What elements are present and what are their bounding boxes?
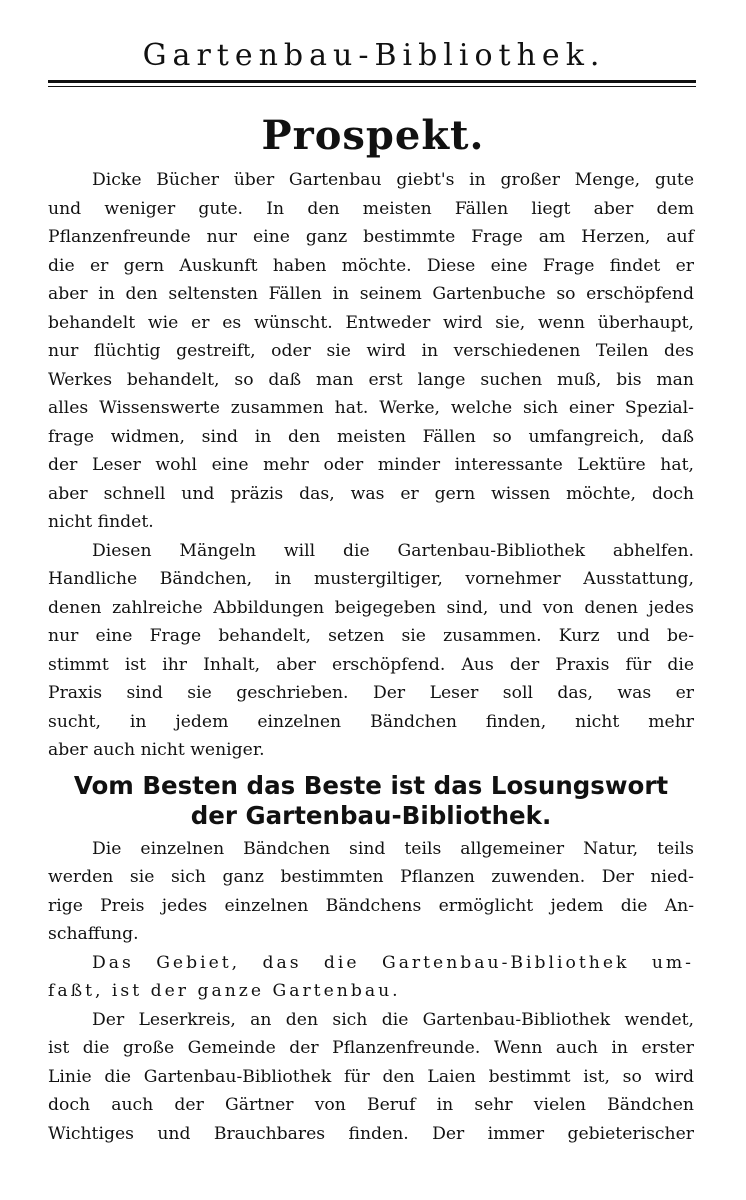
text-line: rige Preis jedes einzelnen Bändchens ermöglicht jedem die An- [48,895,694,916]
text-line: nicht findet. [48,512,154,532]
text-line: aber schnell und präzis das, was er gern wissen möchte, doch [48,483,694,504]
text-line: alles Wissenswerte zusammen hat. Werke, welche sich einer Spezial- [48,398,694,418]
text-line: Das Gebiet, das die Gartenbau-Bibliothek um- [92,952,694,973]
text-line: faßt, ist der ganze Gartenbau. [48,981,401,1001]
running-head: Gartenbau-Bibliothek. [142,38,606,73]
paragraph-4 [48,949,694,1006]
paragraph-1 [48,166,694,537]
text-line: denen zahlreiche Abbildungen beigegeben sind, und von denen jedes [48,597,694,618]
page-title: Prospekt. [261,112,485,159]
text-line: Werkes behandelt, so daß man erst lange suchen muß, bis man [48,369,694,390]
motto-line: der Gartenbau-Bibliothek. [190,800,552,830]
text-line: frage widmen, sind in den meisten Fällen so umfangreich, daß [48,426,694,447]
text-line: Dicke Bücher über Gartenbau giebt's in großer Menge, gute [92,170,694,190]
text-line: und weniger gute. In den meisten Fällen liegt aber dem [48,198,694,219]
header-rule-thick [48,80,696,83]
text-line: Die einzelnen Bändchen sind teils allgemeiner Natur, teils [92,838,694,859]
text-line: werden sie sich ganz bestimmten Pflanzen zuwenden. Der nied- [48,867,694,887]
text-line: sucht, in jedem einzelnen Bändchen finden, nicht mehr [48,711,694,732]
text-line: Handliche Bändchen, in mustergiltiger, vornehmer Ausstattung, [48,569,694,589]
paragraph-5 [48,1006,694,1149]
text-line: die er gern Auskunft haben möchte. Diese eine Frage findet er [48,255,694,276]
text-line: nur eine Frage behandelt, setzen sie zusammen. Kurz und be- [48,626,694,646]
text-line: Diesen Mängeln will die Gartenbau-Bibliothek abhelfen. [92,540,694,561]
text-line: Praxis sind sie geschrieben. Der Leser soll das, was er [48,683,694,703]
text-line: nur flüchtig gestreift, oder sie wird in verschiedenen Teilen des [48,341,694,361]
text-line: aber in den seltensten Fällen in seinem Gartenbuche so erschöpfend [48,284,694,304]
text-line: Pflanzenfreunde nur eine ganz bestimmte Frage am Herzen, auf [48,227,694,247]
text-line: Der Leserkreis, an den sich die Gartenbau-Bibliothek wendet, [92,1009,694,1030]
text-line: stimmt ist ihr Inhalt, aber erschöpfend. Aus der Praxis für die [48,654,694,675]
text-line: Linie die Gartenbau-Bibliothek für den Laien bestimmt ist, so wird [48,1066,694,1087]
text-line: doch auch der Gärtner von Beruf in sehr vielen Bändchen [48,1095,694,1115]
text-line: ist die große Gemeinde der Pflanzenfreunde. Wenn auch in erster [48,1038,694,1058]
text-line: der Leser wohl eine mehr oder minder interessante Lektüre hat, [48,455,694,475]
motto-heading [48,771,694,831]
body-text [48,166,694,1148]
text-line: aber auch nicht weniger. [48,740,265,760]
text-line: schaffung. [48,924,139,944]
header-rule-thin [48,86,696,87]
paragraph-3 [48,835,694,949]
motto-line: Vom Besten das Beste ist das Losungswort [73,770,669,800]
text-line: behandelt wie er es wünscht. Entweder wird sie, wenn überhaupt, [48,312,694,333]
text-line: Wichtiges und Brauchbares finden. Der immer gebieterischer [48,1123,694,1144]
paragraph-2 [48,537,694,765]
